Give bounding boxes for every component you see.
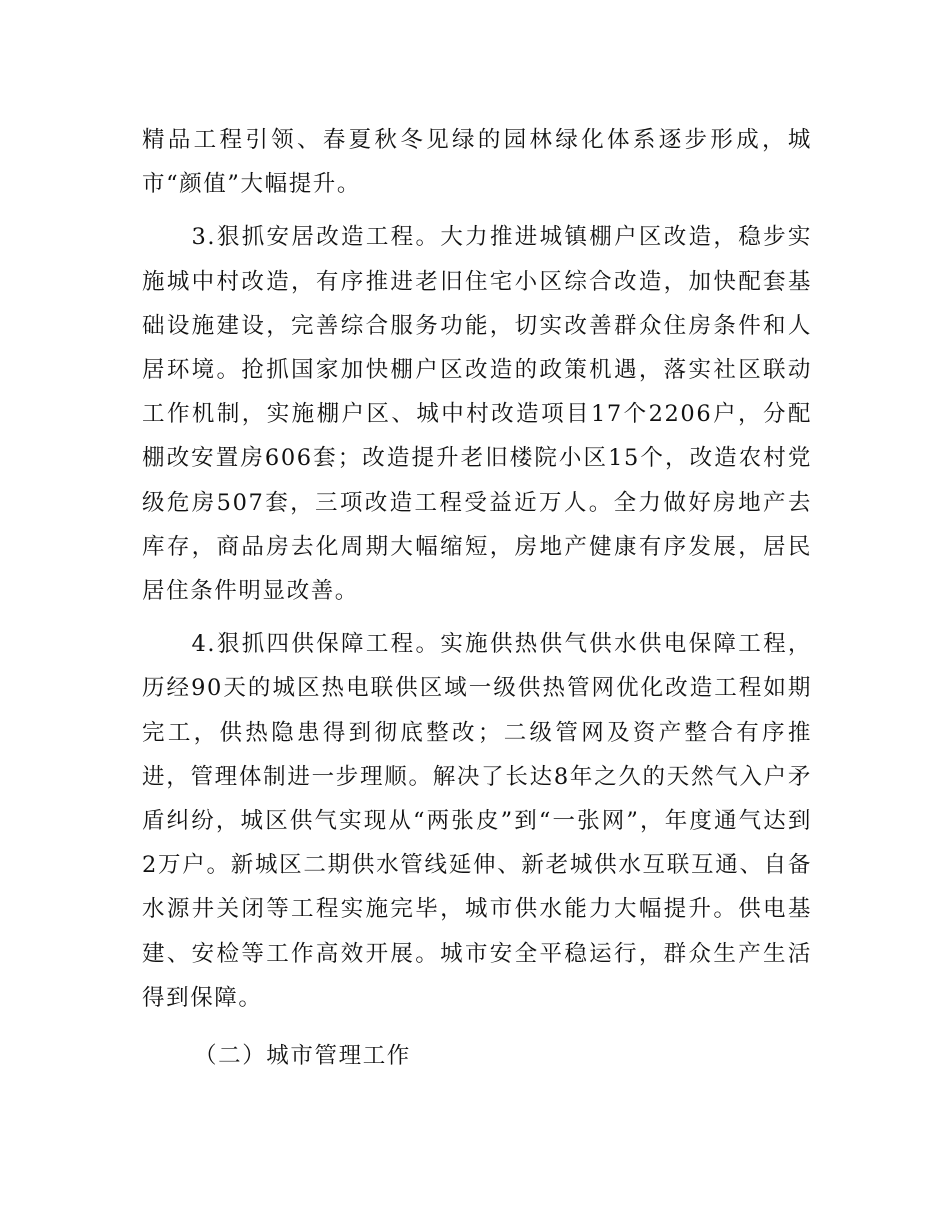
paragraph-utilities-supply: 4.狠抓四供保障工程。实施供热供气供水供电保障工程，历经90天的城区热电联供区域一级供热管网优化改造工程如期完工，供热隐患得到彻底整改；二级管网及资产整合有序推进，管理体制进一步理顺。解决了长达8年之久的天然气入户矛盾纠纷，城区供气实现从“两张皮”到“一张网”，年度通气达到2万户。新城区二期供水管线延伸、新老城供水互联互通、自备水源井关闭等工程实施完毕，城市供水能力大幅提升。供电基建、安检等工作高效开展。城市安全平稳运行，群众生产生活得到保障。: [142, 631, 812, 1011]
paragraph-continuation: 精品工程引领、春夏秋冬见绿的园林绿化体系逐步形成，城市“颜值”大幅提升。: [142, 127, 812, 198]
paragraph-housing-renovation: 3.狠抓安居改造工程。大力推进城镇棚户区改造，稳步实施城中村改造，有序推进老旧住宅小区综合改造，加快配套基础设施建设，完善综合服务功能，切实改善群众住房条件和人居环境。抢抓国家加快棚户区改造的政策机遇，落实社区联动工作机制，实施棚户区、城中村改造项目17个2206户，分配棚改安置房606套；改造提升老旧楼院小区15个，改造农村党级危房507套，三项改造工程受益近万人。全力做好房地产去库存，商品房去化周期大幅缩短，房地产健康有序发展，居民居住条件明显改善。: [142, 224, 812, 605]
section-heading: （二）城市管理工作: [194, 1043, 411, 1070]
